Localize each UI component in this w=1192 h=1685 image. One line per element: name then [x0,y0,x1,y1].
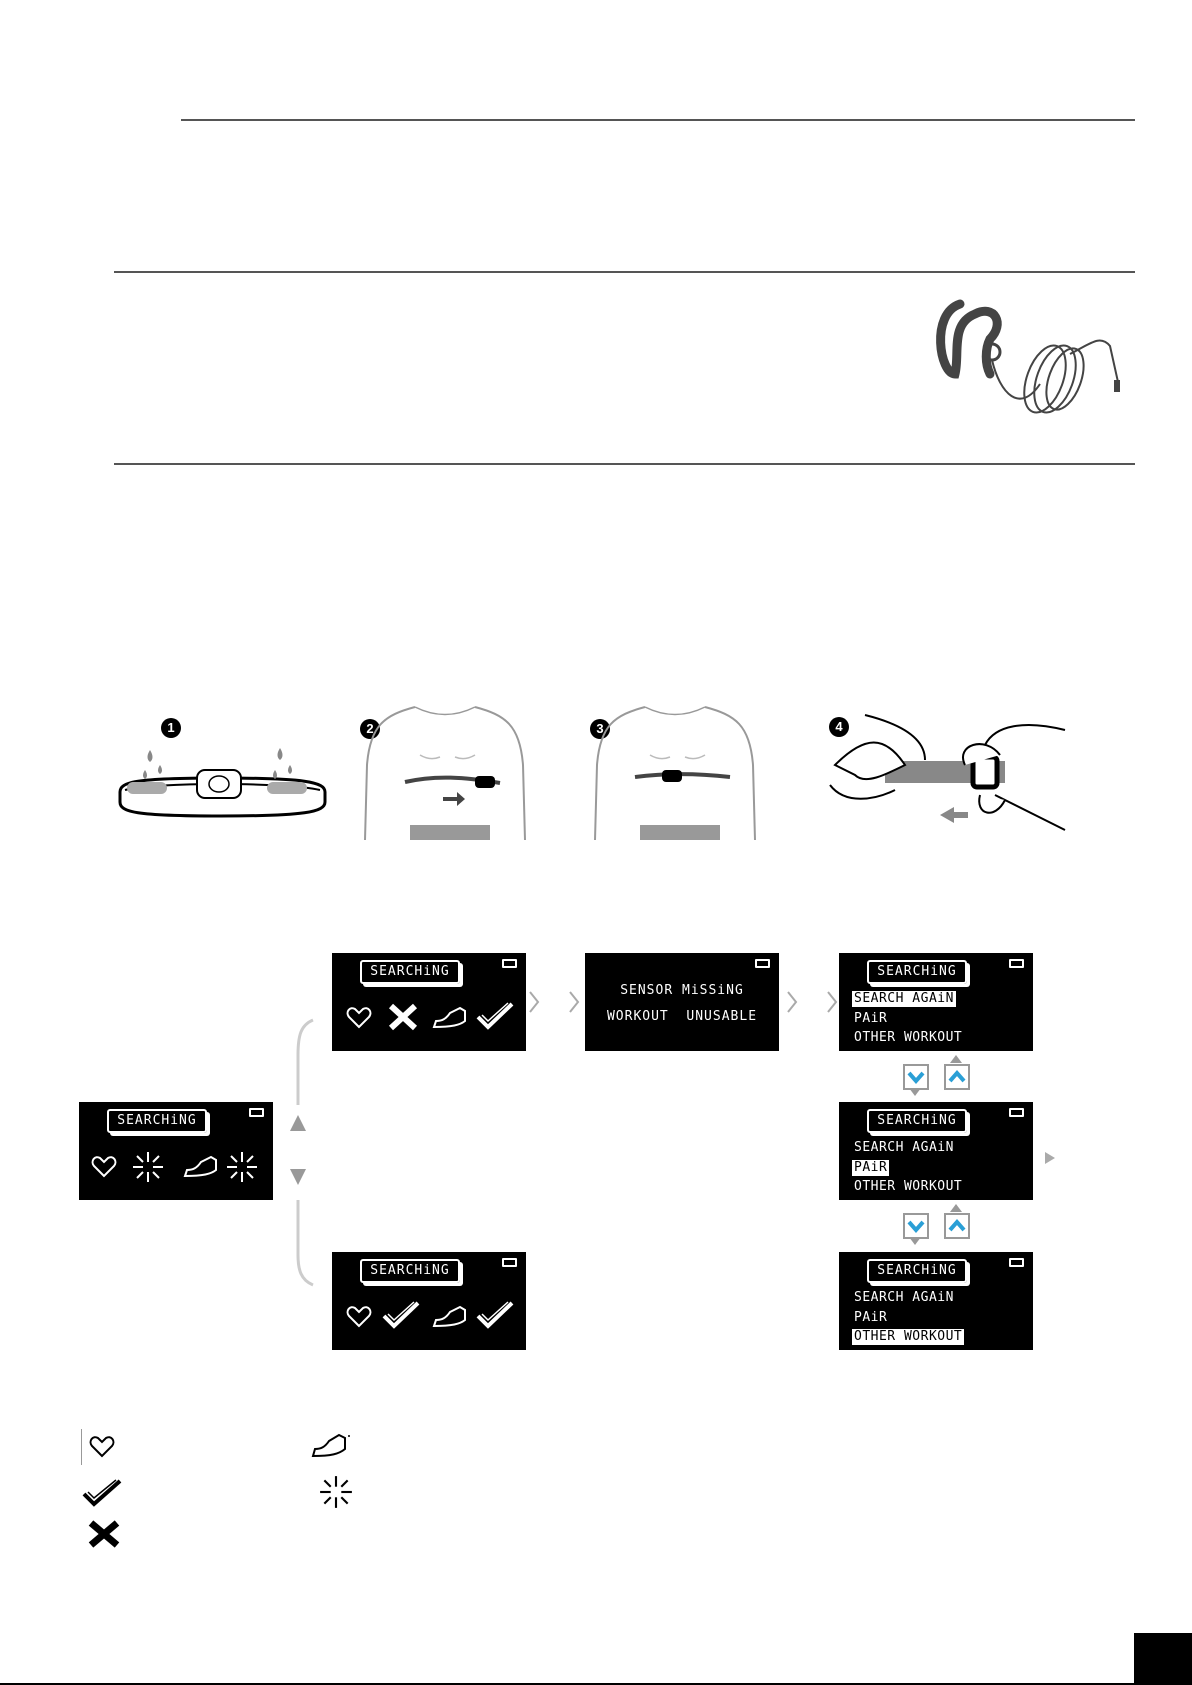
check-icon [82,1478,122,1508]
sensor-missing-text: SENSOR MiSSiNG [620,983,744,998]
battery-icon [502,1258,517,1267]
shoe-icon [432,1304,468,1330]
battery-icon [1009,1258,1024,1267]
cross-icon [388,1003,418,1031]
menu-item-search-again[interactable]: SEARCH AGAiN [854,1140,954,1155]
searching-label: SEARCHiNG [360,960,460,984]
check-icon [476,1300,514,1330]
searching-label: SEARCHiNG [107,1109,207,1133]
battery-icon [1009,1108,1024,1117]
searching-spark-icon [318,1474,354,1510]
up-button[interactable] [944,1064,970,1090]
arrow-right-icon [1045,1152,1055,1164]
screen-searching-start [79,1102,273,1200]
chevron-up-icon [946,1066,968,1088]
arrow-down-icon [909,1237,921,1245]
step-number: 2 [360,719,380,739]
screen-hr-missing [332,953,526,1051]
shoe-icon [432,1005,468,1031]
legend-divider [81,1429,82,1465]
cross-icon [88,1520,120,1548]
step-1-illustration [115,710,330,830]
shoe-icon [311,1432,351,1460]
menu-item-search-again[interactable]: SEARCH AGAiN [854,991,954,1006]
screen-all-found [332,1252,526,1350]
arrow-down-icon [909,1088,921,1096]
heart-icon [346,1304,372,1328]
up-button[interactable] [944,1213,970,1239]
shoe-icon [183,1154,219,1180]
battery-icon [502,959,517,968]
searching-spark-icon [225,1150,259,1184]
heart-icon [89,1434,115,1458]
branch-connector [283,1015,323,1290]
menu-item-other-workout[interactable]: OTHER WORKOUT [854,1030,963,1045]
menu-item-search-again[interactable]: SEARCH AGAiN [854,1290,954,1305]
searching-label: SEARCHiNG [867,1259,967,1283]
heart-icon [346,1005,372,1029]
check-icon [476,1001,514,1031]
menu-item-pair[interactable]: PAiR [854,1310,888,1325]
step-2-illustration [355,695,535,840]
screen-menu-search-again [839,953,1033,1051]
menu-item-pair[interactable]: PAiR [854,1011,888,1026]
section-rule-2 [114,463,1135,465]
chevron-down-icon [905,1066,927,1088]
step-number: 1 [161,718,181,738]
workout-unusable-text: WORKOUT UNUSABLE [606,1009,758,1024]
page-number-tab [1134,1633,1192,1685]
battery-icon [755,959,770,968]
chevron-right-icon [826,990,838,1014]
earphone-icon [930,284,1130,424]
top-rule [181,119,1135,121]
chevron-up-icon [946,1215,968,1237]
screen-menu-other-workout [839,1252,1033,1350]
step-number: 4 [829,717,849,737]
check-icon [382,1300,420,1330]
heart-icon [91,1154,117,1178]
step-3-illustration [585,695,765,840]
down-button[interactable] [903,1213,929,1239]
menu-item-pair[interactable]: PAiR [854,1160,888,1175]
step-number: 3 [590,719,610,739]
chevron-right-icon [568,990,580,1014]
section-rule-1 [114,271,1135,273]
chest-strap-icon [115,740,330,830]
searching-spark-icon [131,1150,165,1184]
arrow-up-icon [950,1204,962,1212]
chevron-right-icon [786,990,798,1014]
searching-label: SEARCHiNG [360,1259,460,1283]
battery-icon [249,1108,264,1117]
chevron-down-icon [905,1215,927,1237]
arrow-up-icon [950,1055,962,1063]
chevron-right-icon [528,990,540,1014]
battery-icon [1009,959,1024,968]
down-button[interactable] [903,1064,929,1090]
searching-label: SEARCHiNG [867,1109,967,1133]
step-4-illustration [825,705,1070,845]
menu-item-other-workout[interactable]: OTHER WORKOUT [854,1329,963,1344]
searching-label: SEARCHiNG [867,960,967,984]
screen-menu-pair [839,1102,1033,1200]
screen-sensor-missing [585,953,779,1051]
menu-item-other-workout[interactable]: OTHER WORKOUT [854,1179,963,1194]
